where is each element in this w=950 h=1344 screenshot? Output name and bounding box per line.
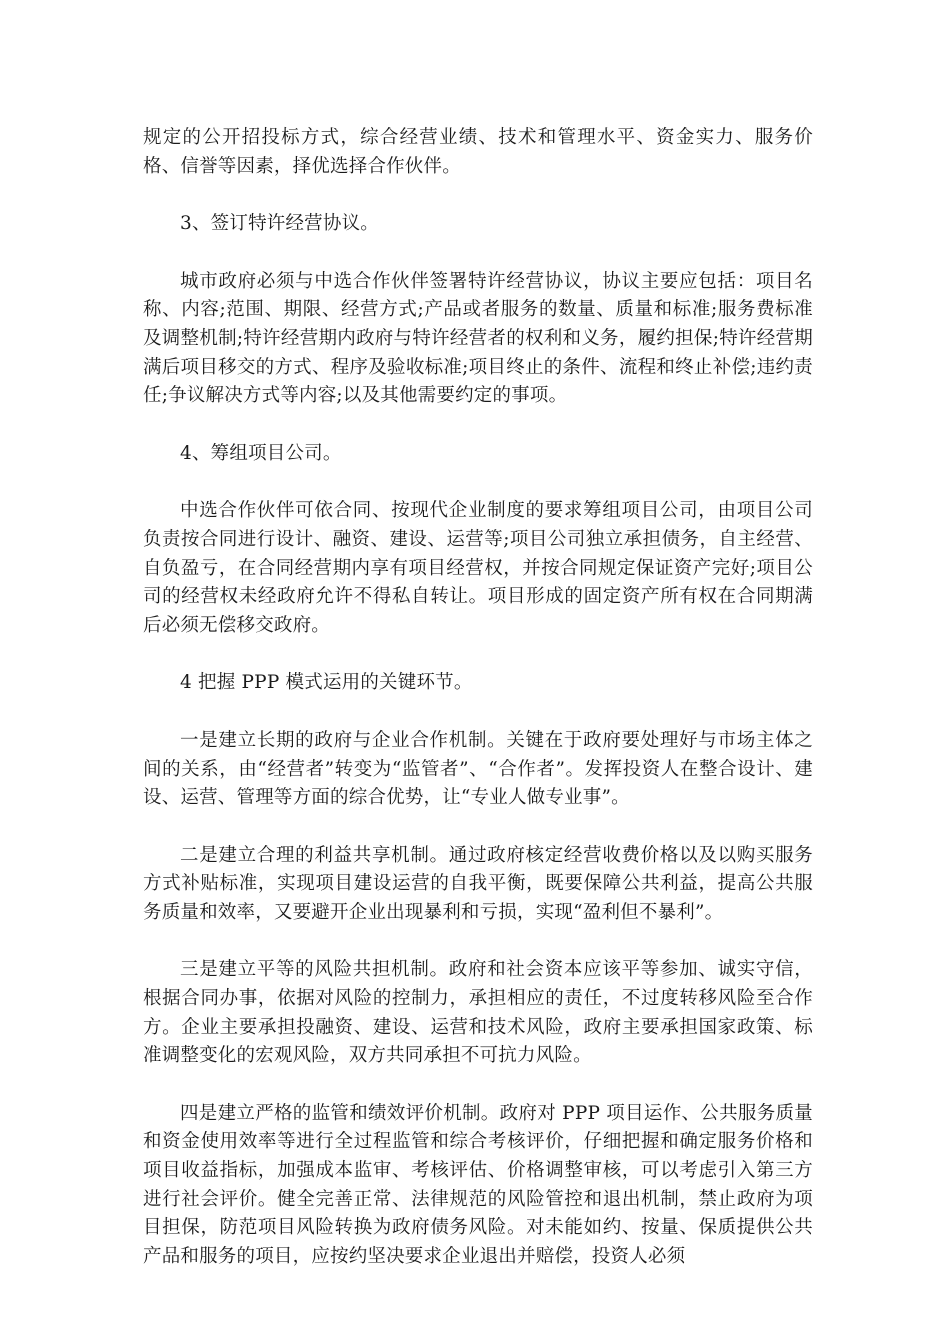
paragraph-cooperation-mechanism: 一是建立长期的政府与企业合作机制。关键在于政府要处理好与市场主体之间的关系，由“经营者”转变为“监管者”、“合作者”。发挥投资人在整合设计、建设、运营、管理等方面的综合优势，让“专业人做专业事”。: [143, 729, 813, 809]
paragraph-continuation: 规定的公开招投标方式，综合经营业绩、技术和管理水平、资金实力、服务价格、信誉等因素，择优选择合作伙伴。: [143, 127, 813, 177]
paragraph-agreement-contents: 城市政府必须与中选合作伙伴签署特许经营协议，协议主要应包括：项目名称、内容;范围、期限、经营方式;产品或者服务的数量、质量和标准;服务费标准及调整机制;特许经营期内政府与特许经营者的权利和义务，履约担保;特许经营期满后项目移交的方式、程序及验收标准;项目终止的条件、流程和终止补偿;违约责任;争议解决方式等内容;以及其他需要约定的事项。: [143, 270, 813, 407]
section-heading-sign-agreement: 3、签订特许经营协议。: [180, 213, 379, 235]
paragraph-project-company: 中选合作伙伴可依合同、按现代企业制度的要求筹组项目公司，由项目公司负责按合同进行设计、融资、建设、运营等;项目公司独立承担债务，自主经营、自负盈亏，在合同经营期内享有项目经营权，并按合同规定保证资产完好;项目公司的经营权未经政府允许不得私自转让。项目形成的固定资产所有权在合同期满后必须无偿移交政府。: [143, 500, 813, 636]
paragraph-supervision: 四是建立严格的监管和绩效评价机制。政府对 PPP 项目运作、公共服务质量和资金使用效率等进行全过程监管和综合考核评价，仔细把握和确定服务价格和项目收益指标，加强成本监审、考核评估、价格调整审核，可以考虑引入第三方进行社会评价。健全完善正常、法律规范的风险管控和退出机制，禁止政府为项目担保，防范项目风险转换为政府债务风险。对未能如约、按量、保质提供公共产品和服务的项目，应按约坚决要求企业退出并赔偿，投资人必须: [143, 1102, 813, 1267]
paragraph-benefit-sharing: 二是建立合理的利益共享机制。通过政府核定经营收费价格以及以购买服务方式补贴标准，实现项目建设运营的自我平衡，既要保障公共利益，提高公共服务质量和效率，又要避开企业出现暴利和亏损，实现“盈利但不暴利”。: [143, 844, 813, 923]
section-heading-key-links: 4 把握 PPP 模式运用的关键环节。: [180, 672, 473, 694]
section-heading-project-company: 4、筹组项目公司。: [180, 442, 342, 464]
paragraph-risk-sharing: 三是建立平等的风险共担机制。政府和社会资本应该平等参加、诚实守信，根据合同办事，依据对风险的控制力，承担相应的责任，不过度转移风险至合作方。企业主要承担投融资、建设、运营和技术风险，政府主要承担国家政策、标准调整变化的宏观风险，双方共同承担不可抗力风险。: [143, 959, 813, 1067]
document-body: [143, 124, 813, 1300]
